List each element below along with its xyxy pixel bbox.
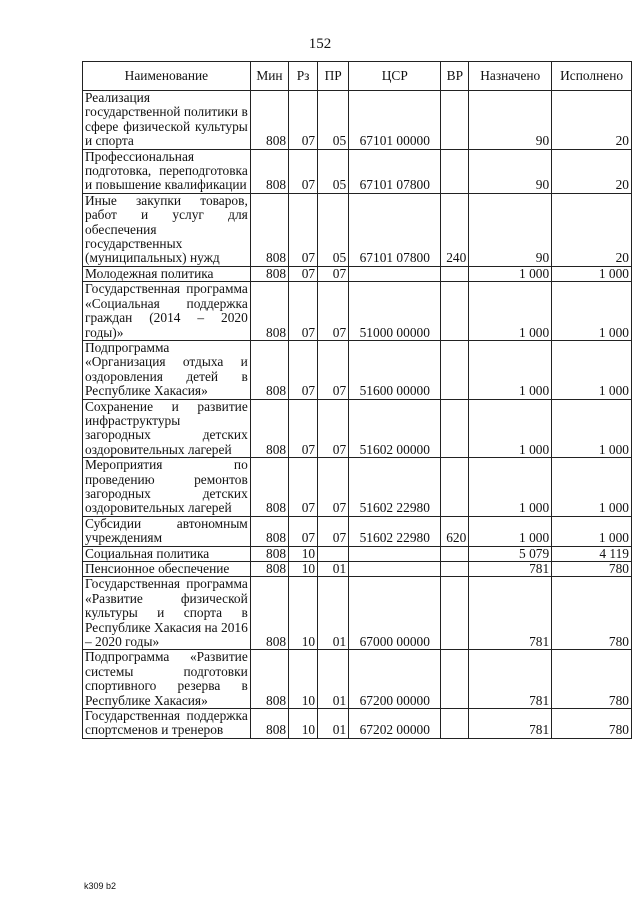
cell-rz: 07 [289, 193, 318, 266]
header-pr: ПР [318, 62, 349, 91]
cell-name: Сохранение и развитие инфраструктуры загородных детских оздоровительных лагерей [83, 399, 251, 458]
cell-executed: 1 000 [552, 516, 632, 546]
cell-assigned: 781 [469, 650, 552, 709]
cell-vr [441, 709, 469, 739]
cell-min: 808 [250, 266, 288, 281]
cell-name: Пенсионное обеспечение [83, 562, 251, 577]
cell-vr: 240 [441, 193, 469, 266]
cell-min: 808 [250, 91, 288, 150]
cell-assigned: 90 [469, 149, 552, 193]
cell-assigned: 90 [469, 193, 552, 266]
cell-csr: 51602 22980 [349, 458, 441, 517]
cell-executed: 1 000 [552, 399, 632, 458]
table-row [83, 399, 632, 458]
cell-assigned: 90 [469, 91, 552, 150]
header-min: Мин [250, 62, 288, 91]
cell-csr: 67101 00000 [349, 91, 441, 150]
table-row [83, 650, 632, 709]
cell-assigned: 1 000 [469, 516, 552, 546]
cell-rz: 07 [289, 149, 318, 193]
cell-vr [441, 577, 469, 650]
table-row [83, 149, 632, 193]
cell-assigned: 781 [469, 577, 552, 650]
cell-csr: 51600 00000 [349, 340, 441, 399]
cell-min: 808 [250, 458, 288, 517]
cell-csr: 67101 07800 [349, 149, 441, 193]
cell-executed: 1 000 [552, 340, 632, 399]
cell-pr: 05 [318, 193, 349, 266]
header-name: Наименование [83, 62, 251, 91]
cell-name: Государственная программа «Социальная поддержка граждан (2014 – 2020 годы)» [83, 282, 251, 341]
cell-min: 808 [250, 282, 288, 341]
page-number: 152 [308, 36, 332, 52]
table-body [83, 91, 632, 739]
cell-vr [441, 562, 469, 577]
table-row [83, 282, 632, 341]
cell-pr: 07 [318, 282, 349, 341]
cell-vr [441, 458, 469, 517]
cell-assigned: 781 [469, 709, 552, 739]
header-executed: Исполнено [552, 62, 632, 91]
table-row [83, 516, 632, 546]
cell-min: 808 [250, 546, 288, 561]
table-header-row [83, 62, 632, 91]
cell-assigned: 1 000 [469, 399, 552, 458]
table-row [83, 340, 632, 399]
cell-min: 808 [250, 516, 288, 546]
cell-executed: 780 [552, 577, 632, 650]
cell-name: Субсидии автономным учреждениям [83, 516, 251, 546]
cell-name: Социальная политика [83, 546, 251, 561]
cell-rz: 07 [289, 340, 318, 399]
cell-csr: 51000 00000 [349, 282, 441, 341]
cell-executed: 780 [552, 709, 632, 739]
cell-executed: 20 [552, 91, 632, 150]
cell-name: Подпрограмма «Развитие системы подготовки спортивного резерва в Республике Хакасия» [83, 650, 251, 709]
cell-rz: 10 [289, 650, 318, 709]
table-row [83, 577, 632, 650]
cell-name: Подпрограмма «Организация отдыха и оздоровления детей в Республике Хакасия» [83, 340, 251, 399]
cell-rz: 10 [289, 562, 318, 577]
cell-pr: 01 [318, 562, 349, 577]
cell-min: 808 [250, 399, 288, 458]
table-row [83, 458, 632, 517]
cell-executed: 780 [552, 562, 632, 577]
cell-rz: 07 [289, 399, 318, 458]
cell-executed: 1 000 [552, 266, 632, 281]
cell-name: Профессиональная подготовка, переподготовка и повышение квалификации [83, 149, 251, 193]
table-row [83, 266, 632, 281]
cell-rz: 10 [289, 709, 318, 739]
cell-executed: 1 000 [552, 458, 632, 517]
cell-csr: 67101 07800 [349, 193, 441, 266]
footer-code: k309 b2 [84, 881, 117, 891]
cell-csr: 67202 00000 [349, 709, 441, 739]
cell-rz: 07 [289, 91, 318, 150]
cell-csr [349, 266, 441, 281]
cell-pr: 07 [318, 340, 349, 399]
budget-table [82, 61, 632, 739]
table-row [83, 91, 632, 150]
cell-vr [441, 546, 469, 561]
cell-min: 808 [250, 650, 288, 709]
cell-vr [441, 149, 469, 193]
cell-name: Молодежная политика [83, 266, 251, 281]
cell-min: 808 [250, 149, 288, 193]
cell-vr [441, 91, 469, 150]
cell-vr [441, 340, 469, 399]
cell-min: 808 [250, 709, 288, 739]
cell-vr: 620 [441, 516, 469, 546]
cell-executed: 780 [552, 650, 632, 709]
header-assigned: Назначено [469, 62, 552, 91]
cell-min: 808 [250, 577, 288, 650]
cell-assigned: 5 079 [469, 546, 552, 561]
cell-assigned: 1 000 [469, 282, 552, 341]
cell-csr [349, 562, 441, 577]
cell-name: Мероприятия по проведению ремонтов загородных детских оздоровительных лагерей [83, 458, 251, 517]
cell-pr: 05 [318, 91, 349, 150]
cell-name: Реализация государственной политики в сфере физической культуры и спорта [83, 91, 251, 150]
cell-rz: 07 [289, 282, 318, 341]
cell-pr: 07 [318, 516, 349, 546]
cell-name: Государственная поддержка спортсменов и тренеров [83, 709, 251, 739]
cell-rz: 10 [289, 546, 318, 561]
cell-assigned: 1 000 [469, 458, 552, 517]
cell-csr: 67000 00000 [349, 577, 441, 650]
cell-assigned: 781 [469, 562, 552, 577]
cell-min: 808 [250, 193, 288, 266]
table-row [83, 562, 632, 577]
cell-pr: 01 [318, 650, 349, 709]
header-csr: ЦСР [349, 62, 441, 91]
cell-rz: 07 [289, 516, 318, 546]
cell-pr: 05 [318, 149, 349, 193]
cell-csr: 51602 00000 [349, 399, 441, 458]
cell-pr: 01 [318, 709, 349, 739]
table-row [83, 709, 632, 739]
cell-csr: 51602 22980 [349, 516, 441, 546]
cell-min: 808 [250, 562, 288, 577]
cell-pr: 01 [318, 577, 349, 650]
cell-assigned: 1 000 [469, 340, 552, 399]
cell-name: Иные закупки товаров, работ и услуг для обеспечения государственных (муниципальных) нужд [83, 193, 251, 266]
cell-executed: 4 119 [552, 546, 632, 561]
table-row [83, 193, 632, 266]
cell-csr [349, 546, 441, 561]
cell-rz: 07 [289, 458, 318, 517]
cell-csr: 67200 00000 [349, 650, 441, 709]
cell-vr [441, 650, 469, 709]
header-rz: Рз [289, 62, 318, 91]
cell-rz: 07 [289, 266, 318, 281]
cell-vr [441, 399, 469, 458]
cell-executed: 20 [552, 149, 632, 193]
cell-pr [318, 546, 349, 561]
cell-pr: 07 [318, 399, 349, 458]
cell-pr: 07 [318, 458, 349, 517]
cell-pr: 07 [318, 266, 349, 281]
cell-executed: 1 000 [552, 282, 632, 341]
cell-name: Государственная программа «Развитие физической культуры и спорта в Республике Хакасия на 2016 – 2020 годы» [83, 577, 251, 650]
header-vr: ВР [441, 62, 469, 91]
cell-min: 808 [250, 340, 288, 399]
table-row [83, 546, 632, 561]
cell-vr [441, 282, 469, 341]
cell-rz: 10 [289, 577, 318, 650]
cell-executed: 20 [552, 193, 632, 266]
cell-vr [441, 266, 469, 281]
cell-assigned: 1 000 [469, 266, 552, 281]
